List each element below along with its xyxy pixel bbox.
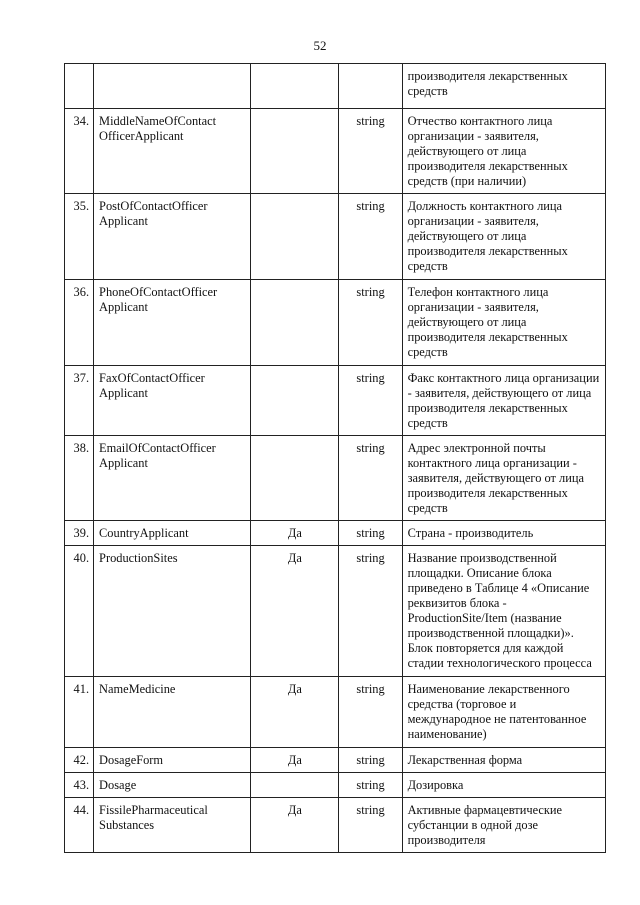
- field-name: DosageForm: [94, 748, 251, 773]
- required-flag: [251, 109, 339, 194]
- field-description: Факс контактного лица организации - заявителя, действующего от лица производителя лекарственных средств: [402, 366, 605, 436]
- required-flag: Да: [251, 748, 339, 773]
- field-name: MiddleNameOfContact OfficerApplicant: [94, 109, 251, 194]
- row-number: 35.: [65, 194, 94, 280]
- table-row: [65, 109, 606, 194]
- table-row: [65, 521, 606, 546]
- field-description: Наименование лекарственного средства (торговое и международное не патентованное наименование): [402, 677, 605, 748]
- field-type: string: [339, 521, 402, 546]
- required-flag: [251, 194, 339, 280]
- row-number: 36.: [65, 280, 94, 366]
- row-number: 44.: [65, 798, 94, 853]
- table-row: [65, 64, 606, 109]
- field-description: Дозировка: [402, 773, 605, 798]
- required-flag: [251, 366, 339, 436]
- required-flag: Да: [251, 546, 339, 677]
- table-row: [65, 366, 606, 436]
- field-description: Адрес электронной почты контактного лица организации - заявителя, действующего от лица производителя лекарственных средств: [402, 436, 605, 521]
- row-number: 37.: [65, 366, 94, 436]
- field-type: string: [339, 677, 402, 748]
- field-name: FissilePharmaceutical Substances: [94, 798, 251, 853]
- field-type: string: [339, 748, 402, 773]
- field-description: Активные фармацевтические субстанции в одной дозе производителя: [402, 798, 605, 853]
- field-name: ProductionSites: [94, 546, 251, 677]
- table-row: [65, 677, 606, 748]
- field-name: EmailOfContactOfficer Applicant: [94, 436, 251, 521]
- row-number: 34.: [65, 109, 94, 194]
- required-flag: Да: [251, 521, 339, 546]
- field-description: Отчество контактного лица организации - заявителя, действующего от лица производителя лекарственных средств (при наличии): [402, 109, 605, 194]
- row-number: 38.: [65, 436, 94, 521]
- field-description: Название производственной площадки. Описание блока приведено в Таблице 4 «Описание реквизитов блока - ProductionSite/Item (название производственной площадки)». Блок повторяется для каждой стадии технологического процесса: [402, 546, 605, 677]
- field-type: string: [339, 798, 402, 853]
- table-row: [65, 194, 606, 280]
- row-number: 42.: [65, 748, 94, 773]
- field-description: Должность контактного лица организации - заявителя, действующего от лица производителя лекарственных средств: [402, 194, 605, 280]
- field-name: CountryApplicant: [94, 521, 251, 546]
- required-flag: [251, 436, 339, 521]
- field-name: Dosage: [94, 773, 251, 798]
- field-name: PhoneOfContactOfficer Applicant: [94, 280, 251, 366]
- field-description: Страна - производитель: [402, 521, 605, 546]
- row-number: 40.: [65, 546, 94, 677]
- field-name: [94, 64, 251, 109]
- row-number: [65, 64, 94, 109]
- field-type: string: [339, 194, 402, 280]
- field-description: Телефон контактного лица организации - заявителя, действующего от лица производителя лекарственных средств: [402, 280, 605, 366]
- field-description: производителя лекарственных средств: [402, 64, 605, 109]
- field-type: [339, 64, 402, 109]
- page-number: 52: [313, 38, 327, 53]
- required-flag: Да: [251, 677, 339, 748]
- field-name: FaxOfContactOfficer Applicant: [94, 366, 251, 436]
- required-flag: Да: [251, 798, 339, 853]
- field-type: string: [339, 773, 402, 798]
- table-row: [65, 280, 606, 366]
- field-name: NameMedicine: [94, 677, 251, 748]
- required-flag: [251, 773, 339, 798]
- row-number: 41.: [65, 677, 94, 748]
- field-description: Лекарственная форма: [402, 748, 605, 773]
- row-number: 43.: [65, 773, 94, 798]
- table-row: [65, 798, 606, 853]
- required-flag: [251, 280, 339, 366]
- field-type: string: [339, 546, 402, 677]
- row-number: 39.: [65, 521, 94, 546]
- field-type: string: [339, 436, 402, 521]
- table-row: [65, 773, 606, 798]
- table-row: [65, 748, 606, 773]
- field-type: string: [339, 280, 402, 366]
- table-row: [65, 436, 606, 521]
- field-type: string: [339, 109, 402, 194]
- table-row: [65, 546, 606, 677]
- attributes-table: [64, 63, 606, 853]
- required-flag: [251, 64, 339, 109]
- field-type: string: [339, 366, 402, 436]
- field-name: PostOfContactOfficer Applicant: [94, 194, 251, 280]
